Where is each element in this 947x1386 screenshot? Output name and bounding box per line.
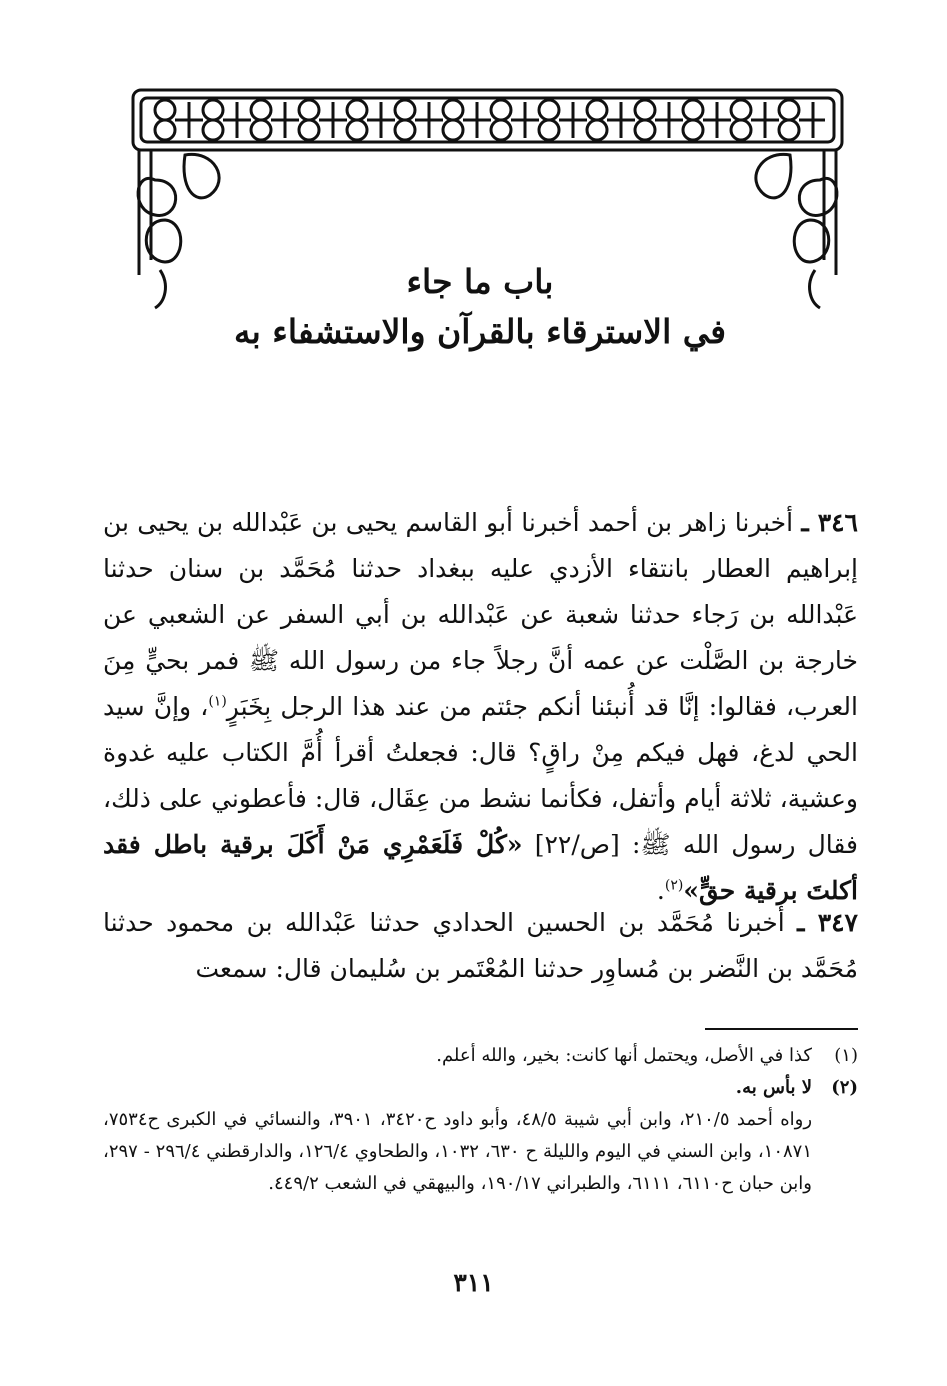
hadith-number: ٣٤٦ ـ — [801, 508, 858, 537]
footnotes — [103, 1040, 858, 1200]
sentence-end: . — [656, 876, 665, 905]
page-number: ٣١١ — [453, 1268, 494, 1297]
footnote-separator — [705, 1028, 858, 1030]
chapter-title-line-1: باب ما جاء — [406, 262, 554, 301]
hadith-text-continued: ، وإنَّ سيد الحي لدغ، فهل فيكم مِنْ راقٍ؟ قال: فجعلتُ أقرأ أُمَّ الكتاب عليه غدوة وعشية، ثلاثة أيام وأتفل، فكأنما نشط من عِقَال، قال: فأعطوني على ذلك، فقال رسول الله ﷺ: [ص/٢٢] — [103, 692, 858, 859]
footnote-number: (١) — [834, 1045, 858, 1066]
hadith-346-paragraph — [103, 500, 858, 914]
hadith-text: أخبرنا مُحَمَّد بن الحسين الحدادي حدثنا عَبْدالله بن محمود حدثنا مُحَمَّد بن النَّضر بن مُساوِر حدثنا المُعْتَمر بن سُليمان قال: سمعت — [103, 908, 858, 983]
hadith-347-paragraph — [103, 900, 858, 992]
prophetic-quote: «كُلْ فَلَعَمْرِي مَنْ أَكَلَ برقية باطل فقد أكلتَ برقية حقٍّ» — [103, 830, 858, 905]
footnote-item — [103, 1072, 858, 1104]
footnote-item — [103, 1040, 858, 1072]
footnote-text: كذا في الأصل، ويحتمل أنها كانت: بخير، والله أعلم. — [436, 1045, 812, 1066]
hadith-text: أخبرنا زاهر بن أحمد أخبرنا أبو القاسم يحيى بن عَبْدالله بن يحيى بن إبراهيم العطار بانتقاء الأزدي عليه ببغداد حدثنا مُحَمَّد بن سنان حدثنا عَبْدالله بن رَجاء حدثنا شعبة عن عَبْدالله بن أبي السفر عن الشعبي عن خارجة بن الصَّلْت عن عمه أنَّ رجلاً جاء من رسول الله ﷺ فمر بحيٍّ مِنَ العرب، فقالوا: إنَّا قد أُنبئنا أنكم جئتم من عند هذا الرجل بِخَبَرٍ — [103, 508, 858, 721]
footnote-marker[interactable]: (١) — [208, 693, 227, 710]
hadith-number: ٣٤٧ ـ — [797, 908, 858, 937]
chapter-title-line-2: في الاسترقاء بالقرآن والاستشفاء به — [233, 312, 727, 351]
footnote-number: (٢) — [831, 1077, 858, 1098]
footnote-marker[interactable]: (٢) — [664, 877, 684, 894]
footnote-references: رواه أحمد ٢١٠/٥، وابن أبي شيبة ٤٨/٥، وأبو داود ح٣٤٢٠، ٣٩٠١، والنسائي في الكبرى ح٧٥٣٤، ١٠٨٧١، وابن السني في اليوم والليلة ح ٦٣٠، ١٠٣٢، والطحاوي ١٢٦/٤، والدارقطني ٢٩٦/٤ - ٢٩٧، وابن حبان ح٦١١٠، ٦١١١، والطبراني ١٩٠/١٧، والبيهقي في الشعب ٤٤٩/٢. — [103, 1109, 813, 1194]
footnote-text: لا بأس به. — [735, 1077, 812, 1098]
